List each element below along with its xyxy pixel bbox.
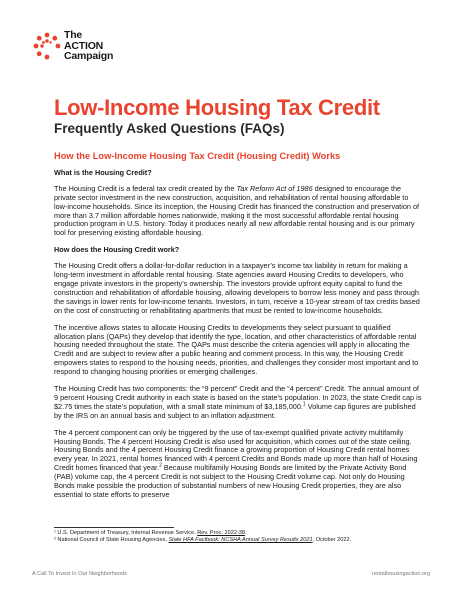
question-heading: What is the Housing Credit? [54,167,152,177]
question-heading: How does the Housing Credit work? [54,245,180,255]
logo-line-2: ACTION [64,39,104,52]
paragraph-incentive: The incentive allows states to allocate Housing Credits to developments they select pursuant to qualified allocation plans (QAPs) they develop that identify the type, location, and other characteristics of affordable rental housing needed throughout the state. The QAPs must describe the criteria agencies will apply in allocating the Credit and are subject to review after a public hearing and comment process. In this way, the Housing Credit empowers states to respond to the housing needs, priorities, and challenges they consider most important and to respond to changing housing priorities or emerging challenges. [54,322,419,377]
logo [33,30,113,62]
law-name-italic: Tax Reform Act of 1986 [236,183,313,193]
text-run: Because multifamily Housing Bonds are limited by the Private Activity Bond (PAB) volume cap, the 4 percent Credit is not subject to the Housing Credit volume cap. Not only do Housing Bonds make possible the production of substantial numbers of new Housing Credit properties, they are also essential to state efforts to preserve [54,463,407,499]
text-run: designed to encourage the private sector investment in the new construction, acquisition, and rehabilitation of rental housing affordable to low-income households. Since its inception, the Housing Credit has financed the construction and preservation of more than 3.7 million affordable homes nationwide, making it the most successful affordable rental housing production program in U.S. history. Today it produces nearly all new affordable rental housing and is our primary tool for preserving existing affordable housing. [54,183,420,238]
paragraph-components [54,385,422,421]
footnote-ref-2[interactable]: 2 [159,462,162,469]
footnote-2-link[interactable]: State HFA Factbook: NCSHA Annual Survey Results 2021 [168,537,313,544]
text-run: . [245,530,247,536]
starburst-logo-icon [33,32,61,60]
footnote-ref-1[interactable]: 1 [302,401,306,408]
text-run: The 4 percent component can only be triggered by the use of tax-exempt qualified private activity multifamily Housing Bonds. The 4 percent Housing Credit is also used for acquisition, which comes out of the state ceiling. Housing Bonds and the 4 percent Housing Credit finance a growing proportion of Housing Credit rental homes every year. In 2021, rental homes financed with 4 percent Credits and Bonds made up more than half of Housing Credit homes financed that year. [54,427,418,473]
text-run: , October 2022. [312,537,352,544]
section-heading: How the Low-Income Housing Tax Credit (Housing Credit) Works [54,151,341,161]
logo-line-1: The [64,29,83,41]
footnotes [54,530,424,545]
logo-wordmark [64,30,113,62]
text-run: Volume cap figures are published by the IRS on an annual basis and subject to an inflation adjustment. [54,401,416,420]
main-content [54,152,422,508]
paragraph-how-works: The Housing Credit offers a dollar-for-dollar reduction in a taxpayer’s income tax liability in return for making a long-term investment in affordable rental housing. State agencies award Housing Credits to developers, who engage private investors in the property’s ownership. The investors provide upfront equity capital to fund the construction and rehabilitation of affordable housing, allowing developers to borrow less money and pass through the savings in lower rents for low-income tenants. Investors, in turn, receive a 10-year stream of tax credits based on the cost of constructing or rehabilitating apartments that must be rented to low-income households. [54,261,420,315]
logo-line-3: Campaign [64,50,114,62]
footnote-2 [54,537,424,544]
text-run: The Housing Credit has two components: the “9 percent” Credit and the “4 percent” Credit. The annual amount of 9 percent Housing Credit authority in each state is based on the state’s population. In 2023, the state Credit cap is $2.75 times the state’s population, with a small state minimum of $3,185,000. [54,384,422,411]
paragraph-what-is [54,185,422,238]
footnote-1 [54,530,424,537]
footnote-1-link[interactable]: Rev. Proc. 2022-38 [197,530,246,536]
text-run: ¹ U.S. Department of Treasury, Internal Revenue Service, [54,530,198,536]
page-subtitle: Frequently Asked Questions (FAQs) [54,121,285,136]
footer-website[interactable]: rentalhousingaction.org [372,571,431,577]
text-run: ² National Council of State Housing Agencies, [54,537,169,544]
paragraph-four-percent [54,429,422,500]
footer-tagline: A Call To Invest In Our Neighborhoods [32,571,128,577]
page-title: Low-Income Housing Tax Credit [54,95,380,120]
text-run: The Housing Credit is a federal tax credit created by the [54,183,237,193]
footnote-divider [54,527,174,528]
